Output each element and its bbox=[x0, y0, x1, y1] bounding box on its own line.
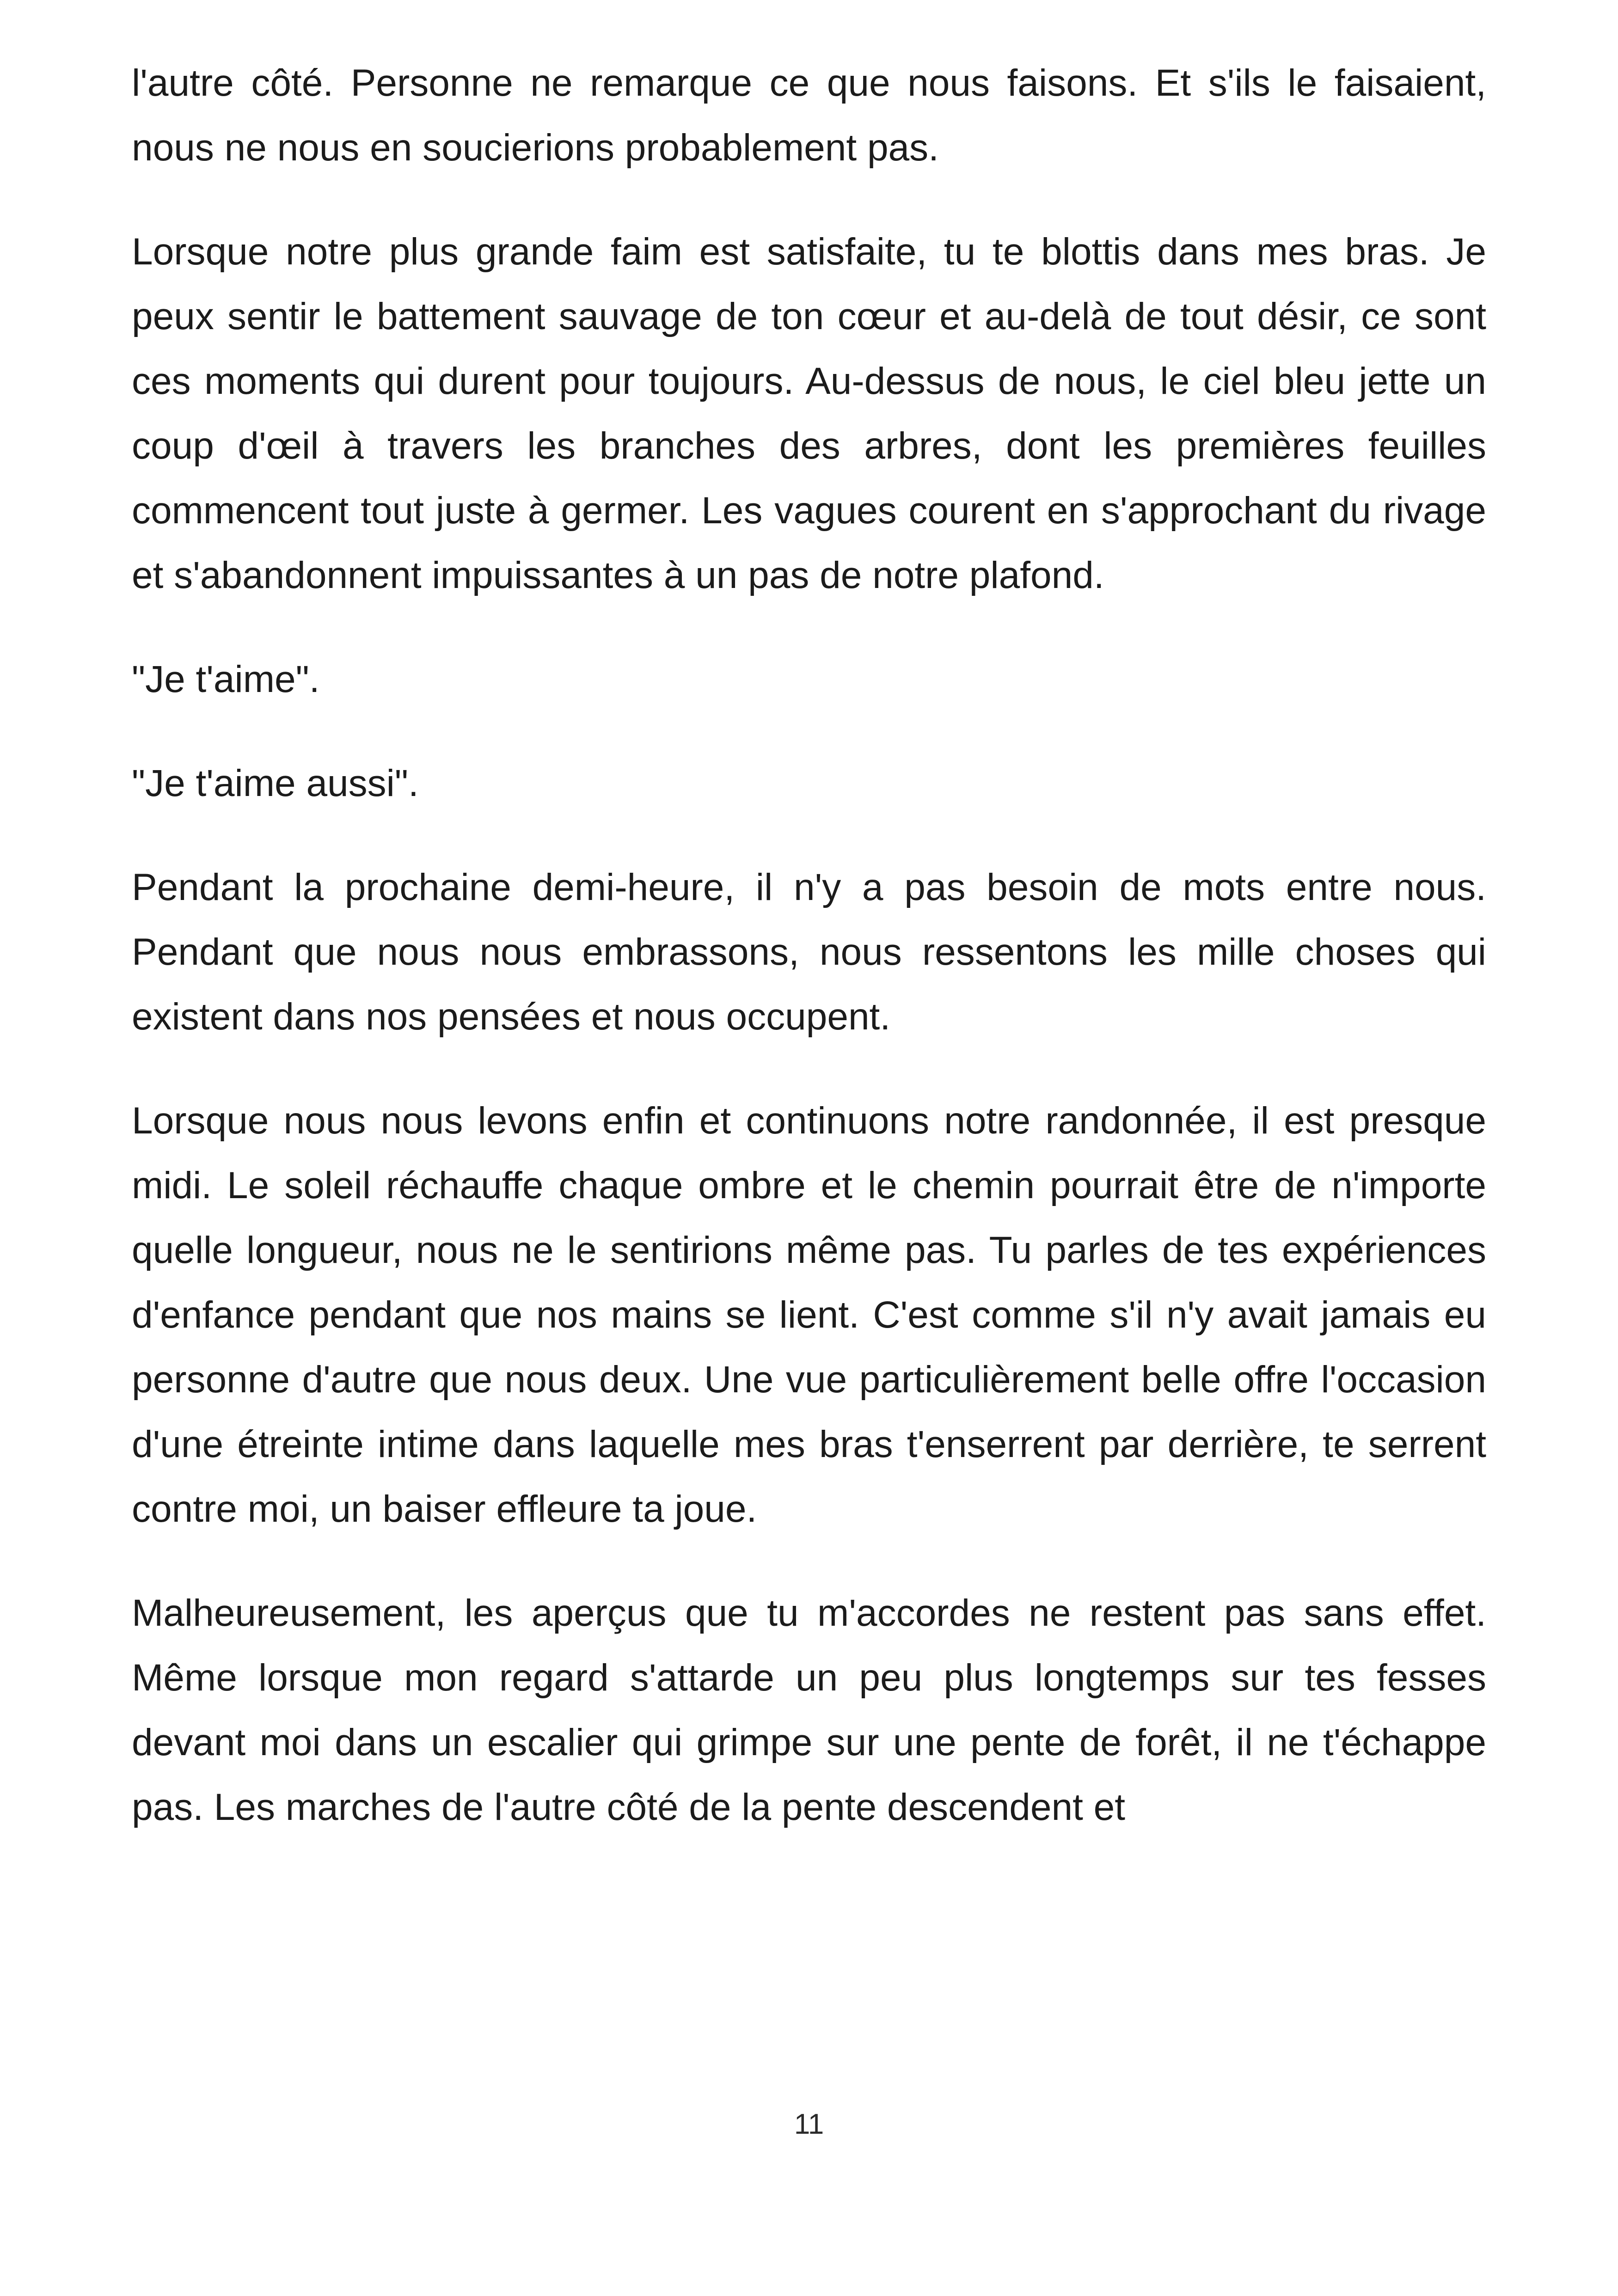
paragraph: Malheureusement, les aperçus que tu m'accordes ne restent pas sans effet. Même lorsque mon regard s'attarde un peu plus longtemps sur tes fesses devant moi dans un escalier qui grimpe sur une pente de forêt, il ne t'échappe pas. Les marches de l'autre côté de la pente descendent et bbox=[132, 1592, 1486, 1828]
page-number: 11 bbox=[794, 2108, 824, 2140]
paragraph: Lorsque notre plus grande faim est satisfaite, tu te blottis dans mes bras. Je peux sentir le battement sauvage de ton cœur et au-delà de tout désir, ce sont ces moments qui durent pour toujours. Au-dessus de nous, le ciel bleu jette un coup d'œil à travers les branches des arbres, dont les premières feuilles commencent tout juste à germer. Les vagues courent en s'approchant du rivage et s'abandonnent impuissantes à un pas de notre plafond. bbox=[132, 231, 1486, 596]
paragraph: l'autre côté. Personne ne remarque ce que nous faisons. Et s'ils le faisaient, nous ne nous en soucierions probablement pas. bbox=[132, 62, 1486, 169]
body-text bbox=[132, 51, 1486, 1879]
paragraph: Pendant la prochaine demi-heure, il n'y a pas besoin de mots entre nous. Pendant que nous nous embrassons, nous ressentons les mille choses qui existent dans nos pensées et nous occupent. bbox=[132, 866, 1486, 1038]
dialogue-line: "Je t'aime aussi". bbox=[132, 762, 419, 804]
paragraph: Lorsque nous nous levons enfin et continuons notre randonnée, il est presque midi. Le soleil réchauffe chaque ombre et le chemin pourrait être de n'importe quelle longueur, nous ne le sentirions même pas. Tu parles de tes expériences d'enfance pendant que nos mains se lient. C'est comme s'il n'y avait jamais eu personne d'autre que nous deux. Une vue particulièrement belle offre l'occasion d'une étreinte intime dans laquelle mes bras t'enserrent par derrière, te serrent contre moi, un baiser effleure ta joue. bbox=[132, 1100, 1486, 1530]
dialogue-line: "Je t'aime". bbox=[132, 658, 320, 700]
